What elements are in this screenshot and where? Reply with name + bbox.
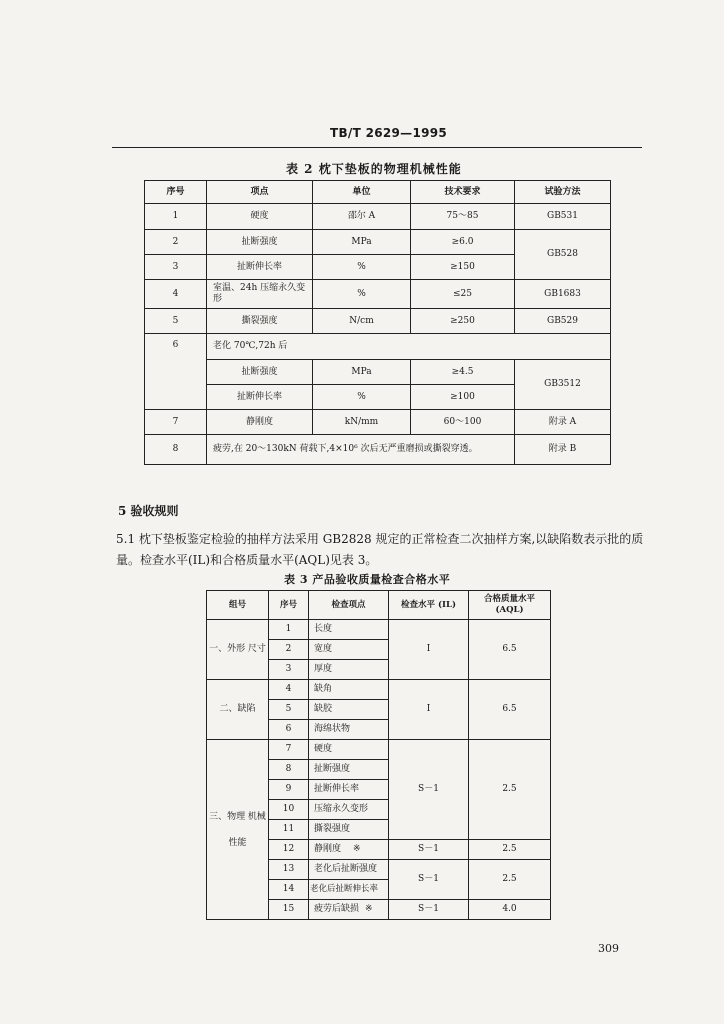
t3-item: 宽度 <box>309 640 389 660</box>
t2-item: 老化 70℃,72h 后 <box>207 334 611 360</box>
t3-item: 压缩永久变形 <box>309 800 389 820</box>
table3-acceptance-quality-levels <box>206 590 551 920</box>
t3-no: 2 <box>269 640 309 660</box>
table2-col-unit: 单位 <box>313 181 411 204</box>
t2-unit: N/cm <box>313 309 411 334</box>
t3-no: 9 <box>269 780 309 800</box>
t2-no: 6 <box>145 334 207 410</box>
table-row <box>207 680 551 700</box>
t2-req: ≥4.5 <box>411 360 515 385</box>
t3-item: 长度 <box>309 620 389 640</box>
t3-aql: 6.5 <box>469 680 551 740</box>
t2-method: GB3512 <box>515 360 611 410</box>
t2-no: 3 <box>145 255 207 280</box>
table-row <box>145 280 611 309</box>
section5-paragraph: 5.1 枕下垫板鉴定检验的抽样方法采用 GB2828 规定的正常检查二次抽样方案,以缺陷数表示批的质量。检查水平(IL)和合格质量水平(AQL)见表 3。 <box>116 532 644 567</box>
table-row <box>145 360 611 385</box>
t3-item: 老化后扯断强度 <box>309 860 389 880</box>
t3-no: 8 <box>269 760 309 780</box>
t3-item-cell <box>309 840 389 860</box>
t3-no: 11 <box>269 820 309 840</box>
t3-item: 扯断强度 <box>309 760 389 780</box>
t3-no: 7 <box>269 740 309 760</box>
t3-il: S－1 <box>389 840 469 860</box>
table-row <box>145 309 611 334</box>
t2-item: 硬度 <box>207 204 313 230</box>
table3-col-il: 检查水平 (IL) <box>389 591 469 620</box>
t2-unit: % <box>313 385 411 410</box>
t3-group: 三、物理 机械 性能 <box>207 740 269 920</box>
t2-method: 附录 B <box>515 435 611 465</box>
t3-no: 15 <box>269 900 309 920</box>
t3-il: I <box>389 680 469 740</box>
table-row <box>207 740 551 760</box>
table2-col-item: 项点 <box>207 181 313 204</box>
t3-item: 撕裂强度 <box>309 820 389 840</box>
t3-no: 4 <box>269 680 309 700</box>
table2-col-req: 技术要求 <box>411 181 515 204</box>
t2-unit: MPa <box>313 360 411 385</box>
t3-il: S－1 <box>389 900 469 920</box>
t2-item: 疲劳,在 20～130kN 荷载下,4×10⁶ 次后无严重磨损或撕裂穿透。 <box>207 435 515 465</box>
t3-il: S－1 <box>389 740 469 840</box>
table2-col-no: 序号 <box>145 181 207 204</box>
t3-no: 14 <box>269 880 309 900</box>
t2-item: 室温、24h 压缩永久变形 <box>207 280 313 309</box>
t2-no: 1 <box>145 204 207 230</box>
table3-col-group: 组号 <box>207 591 269 620</box>
table2-col-method: 试验方法 <box>515 181 611 204</box>
table3-col-item: 检查项点 <box>309 591 389 620</box>
t2-method: GB529 <box>515 309 611 334</box>
table2-header-row <box>145 181 611 204</box>
table-row <box>145 204 611 230</box>
t2-req: 60～100 <box>411 410 515 435</box>
table3-col-aql: 合格质量水平 (AQL) <box>469 591 551 620</box>
important-mark: ※ <box>353 844 361 854</box>
t2-item: 扯断伸长率 <box>207 385 313 410</box>
t3-item: 静刚度 <box>314 844 342 854</box>
table-row <box>145 410 611 435</box>
t2-no: 7 <box>145 410 207 435</box>
t3-item: 老化后扯断伸长率 <box>309 880 389 900</box>
table3-col-no: 序号 <box>269 591 309 620</box>
t2-req: ≥150 <box>411 255 515 280</box>
table2-physical-mechanical-properties <box>144 180 611 465</box>
t2-item: 扯断强度 <box>207 360 313 385</box>
table-row <box>145 230 611 255</box>
table3-header-row <box>207 591 551 620</box>
t3-il: S－1 <box>389 860 469 900</box>
t2-req: ≥100 <box>411 385 515 410</box>
table-row <box>145 435 611 465</box>
table-row <box>145 334 611 360</box>
header-rule <box>112 147 642 148</box>
t2-method: GB531 <box>515 204 611 230</box>
t2-no: 2 <box>145 230 207 255</box>
t3-aql: 2.5 <box>469 860 551 900</box>
t3-no: 6 <box>269 720 309 740</box>
section5-heading: 5 验收规则 <box>118 504 179 518</box>
important-mark: ※ <box>365 904 373 914</box>
t3-il: I <box>389 620 469 680</box>
t3-item: 海绵状物 <box>309 720 389 740</box>
t3-aql: 6.5 <box>469 620 551 680</box>
t2-method: GB1683 <box>515 280 611 309</box>
t2-no: 8 <box>145 435 207 465</box>
t2-unit: 邵尔 A <box>313 204 411 230</box>
t3-no: 5 <box>269 700 309 720</box>
t3-no: 12 <box>269 840 309 860</box>
t2-method: 附录 A <box>515 410 611 435</box>
t3-no: 13 <box>269 860 309 880</box>
t3-no: 10 <box>269 800 309 820</box>
table2-title: 表 2 枕下垫板的物理机械性能 <box>286 162 462 176</box>
table3-title: 表 3 产品验收质量检查合格水平 <box>284 573 451 586</box>
t2-item: 扯断强度 <box>207 230 313 255</box>
t3-group: 一、外形 尺寸 <box>207 620 269 680</box>
t2-no: 4 <box>145 280 207 309</box>
t3-aql: 2.5 <box>469 840 551 860</box>
t3-item: 缺胶 <box>309 700 389 720</box>
page-number: 309 <box>598 942 619 955</box>
t3-aql: 2.5 <box>469 740 551 840</box>
t2-unit: % <box>313 280 411 309</box>
t2-unit: % <box>313 255 411 280</box>
t2-req: ≥6.0 <box>411 230 515 255</box>
t3-aql: 4.0 <box>469 900 551 920</box>
t3-item: 扯断伸长率 <box>309 780 389 800</box>
t3-item: 厚度 <box>309 660 389 680</box>
t2-item: 扯断伸长率 <box>207 255 313 280</box>
t2-req: ≥250 <box>411 309 515 334</box>
table-row <box>207 620 551 640</box>
t3-group: 二、缺陷 <box>207 680 269 740</box>
t2-no: 5 <box>145 309 207 334</box>
t3-item: 缺角 <box>309 680 389 700</box>
t2-method: GB528 <box>515 230 611 280</box>
t3-item: 疲劳后缺损 <box>314 904 360 914</box>
t2-unit: kN/mm <box>313 410 411 435</box>
t2-unit: MPa <box>313 230 411 255</box>
t2-req: ≤25 <box>411 280 515 309</box>
page-header-code: TB/T 2629—1995 <box>330 126 448 140</box>
t2-item: 撕裂强度 <box>207 309 313 334</box>
t2-req: 75～85 <box>411 204 515 230</box>
t3-item-cell <box>309 900 389 920</box>
t3-no: 3 <box>269 660 309 680</box>
t2-item: 静刚度 <box>207 410 313 435</box>
t3-no: 1 <box>269 620 309 640</box>
t3-item: 硬度 <box>309 740 389 760</box>
